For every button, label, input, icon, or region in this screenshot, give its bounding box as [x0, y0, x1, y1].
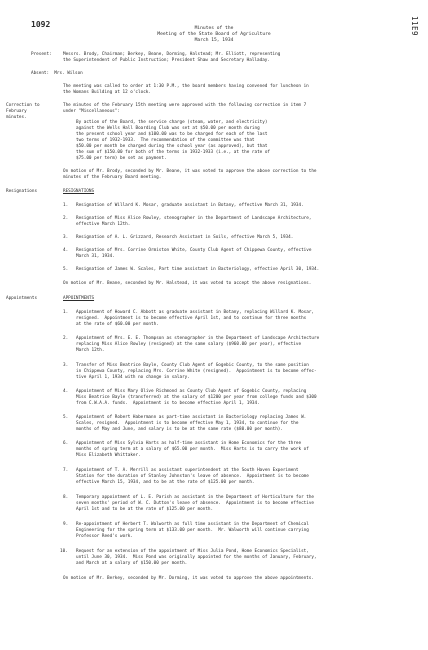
- resignation-4-line-2: March 31, 1934.: [76, 254, 115, 259]
- minutes-date: March 15, 1934: [194, 38, 234, 43]
- appointment-4-number: 4.: [63, 389, 69, 394]
- appointment-3-line-2: in Chippewa County, replacing Mrs. Corrine White (resigned). Appointment is to become effec-: [76, 369, 317, 374]
- minutes-subtitle: Meeting of the State Board of Agriculture: [157, 32, 271, 37]
- resignation-2-line-1: Resignation of Miss Alice Rowley, stenographer in the Department of Landscape Architecture,: [76, 216, 312, 221]
- appointment-9-line-2: Engineering for the spring term at $133.00 per month. Mr. Walworth will continue carrying: [76, 528, 309, 533]
- appointment-9-number: 9.: [63, 522, 69, 527]
- appointment-8-line-3: April 1st and to be at the rate of $125.00 per month.: [76, 507, 214, 512]
- appointment-4-line-2: Miss Beatrice Bayle (transferred) at the salary of $1200 per year from college funds and $300: [76, 395, 317, 400]
- present-label: Present:: [31, 52, 52, 57]
- resignation-2-line-2: effective March 12th.: [76, 222, 131, 227]
- appointment-6-line-3: Miss Elizabeth Whittaker.: [76, 453, 141, 458]
- appointment-5-number: 5.: [63, 415, 69, 420]
- appointment-9-line-1: Re-appointment of Herbert T. Walworth as full time assistant in the Department of Chemical: [76, 522, 309, 527]
- correction-body-1: By action of the Board, the service charge (steam, water, and electricity): [76, 120, 268, 125]
- appointment-10-line-3: and March at a salary of $150.00 per month.: [76, 561, 188, 566]
- appointment-5-line-1: Appointment of Robert Habermann as part-time assistant in Bacteriology replacing James W.: [76, 415, 307, 420]
- appointment-10-line-1: Request for an extension of the appointment of Miss Julia Pond, Home Economics Specialist,: [76, 549, 309, 554]
- appointment-7-line-1: Appointment of T. A. Merrill as assistant superintendent at the South Haven Experiment: [76, 468, 299, 473]
- resignation-1-line-1: Resignation of Willard K. Mosar, graduate assistant in Botany, effective March 31, 1934.: [76, 203, 304, 208]
- appointments-heading: APPOINTMENTS: [63, 296, 95, 301]
- called-to-order-line-1: The meeting was called to order at 1:30 P.M., the board members having convened for luncheon in: [63, 84, 309, 89]
- called-to-order-line-2: the Womans Building at 12 o'clock.: [63, 90, 151, 95]
- resignation-4-line-1: Resignation of Mrs. Corrine Ormiston White, County Club Agent of Chippewa County, effective: [76, 248, 312, 253]
- appointment-3-line-3: tive April 1, 1934 with no change in salary.: [76, 375, 190, 380]
- appointment-2-line-2: replacing Miss Alice Rowley (resigned) at the same salary ($960.00 per year), effective: [76, 342, 302, 347]
- absent-line: Absent: Mrs. Wilson: [31, 71, 83, 76]
- appointment-7-number: 7.: [63, 468, 69, 473]
- correction-body-4: two terms of 1932-1933. The recommendation of the committee was that: [76, 138, 255, 143]
- appointment-2-line-3: March 12th.: [76, 348, 105, 353]
- resignations-heading: RESIGNATIONS: [63, 189, 95, 194]
- correction-body-6: the sum of $150.00 for both of the terms in 1932-1933 (i.e., at the rate of: [76, 150, 271, 155]
- resignation-3-line-1: Resignation of A. L. Grizzard, Research Assistant in Soils, effective March 5, 1934.: [76, 235, 294, 240]
- margin-appointments: Appointments: [6, 296, 38, 301]
- correction-body-3: the present school year and $100.00 was to be charged for each of the last: [76, 132, 268, 137]
- appointment-2-number: 2.: [63, 336, 69, 341]
- correction-intro-2: under "Miscellaneous":: [63, 109, 120, 114]
- correction-intro-1: The minutes of the February 15th meeting were approved with the following correction in item 7: [63, 103, 307, 108]
- resignation-5-line-1: Resignation of James W. Scales, Part time assistant in Bacteriology, effective April 30, 1934.: [76, 267, 320, 272]
- appointment-6-line-1: Appointment of Miss Sylvia Harts as half-time assistant in Home Economics for the three: [76, 441, 302, 446]
- resignation-5-number: 5.: [63, 267, 69, 272]
- appointment-6-line-2: months of spring term at a salary of $65.00 per month. Miss Harts is to carry the work of: [76, 447, 309, 452]
- resignation-4-number: 4.: [63, 248, 69, 253]
- margin-resignations: Resignations: [6, 189, 38, 194]
- resignations-motion: On motion of Mr. Beane, seconded by Mr. Halstead, it was voted to accept the above resignations.: [63, 281, 312, 286]
- appointment-3-number: 3.: [63, 363, 69, 368]
- present-line-1: Messrs. Brody, Chairman; Berkey, Beane, Dorming, Halstead; Mr. Elliott, representing: [63, 52, 281, 57]
- appointment-5-line-3: months of May and June, and salary is to be at the same rate ($80.00 per month).: [76, 427, 283, 432]
- appointment-7-line-3: effective March 15, 1934, and to be at the rate of $125.00 per month.: [76, 480, 255, 485]
- appointment-8-number: 8.: [63, 495, 69, 500]
- appointment-10-number: 10.: [60, 549, 68, 554]
- appointment-1-number: 1.: [63, 310, 69, 315]
- correction-body-7: $75.00 per term) be set as payment.: [76, 156, 167, 161]
- appointment-9-line-3: Professor Reed's work.: [76, 534, 133, 539]
- appointment-1-line-1: Appointment of Howard C. Abbott as graduate assistant in Botany, replacing Willard K. Mosar,: [76, 310, 314, 315]
- appointment-4-line-1: Appointment of Miss Mary Olive Richmond as County Club Agent of Gogebic County, replacing: [76, 389, 307, 394]
- appointment-8-line-2: seven months' period of W. C. Dutton's leave of absence. Appointment is to become effective: [76, 501, 314, 506]
- minutes-title: Minutes of the: [194, 26, 234, 31]
- side-identifier: 11E9: [410, 16, 419, 37]
- appointment-4-line-3: from C.W.A.A. funds. Appointment is to become effective April 1, 1934.: [76, 401, 260, 406]
- appointment-1-line-3: at the rate of $60.00 per month.: [76, 322, 159, 327]
- appointment-10-line-2: until June 30, 1934. Miss Pond was originally appointed for the months of January, February,: [76, 555, 317, 560]
- appointment-1-line-2: resigned. Appointment is to become effective April 1st, and to continue for three months: [76, 316, 307, 321]
- margin-correction-1: Correction to: [6, 103, 40, 108]
- correction-body-2: against the Wells Hall Boarding Club was set at $50.00 per month during: [76, 126, 260, 131]
- resignation-1-number: 1.: [63, 203, 69, 208]
- margin-correction-2: February: [6, 109, 27, 114]
- resignation-2-number: 2.: [63, 216, 69, 221]
- appointment-3-line-1: Transfer of Miss Beatrice Bayle, County Club Agent of Gogebic County, to the same position: [76, 363, 309, 368]
- appointment-2-line-1: Appointment of Mrs. E. E. Thompson as stenographer in the Department of Landscape Architecture: [76, 336, 320, 341]
- appointments-motion: On motion of Mr. Berkey, seconded by Mr. Dorming, it was voted to approve the above appointments.: [63, 576, 314, 581]
- correction-body-5: $50.00 per month be charged during the school year (as approved), but that: [76, 144, 268, 149]
- correction-motion-1: On motion of Mr. Brody, seconded by Mr. Beane, it was voted to approve the above correction to the: [63, 169, 317, 174]
- appointment-7-line-2: Station for the duration of Stanley Johnston's leave of absence. Appointment is to become: [76, 474, 309, 479]
- appointment-8-line-1: Temporary appointment of L. E. Parish as assistant in the Department of Horticulture for the: [76, 495, 314, 500]
- appointment-5-line-2: Scales, resigned. Appointment is to become effective May 1, 1934, to continue for the: [76, 421, 299, 426]
- appointment-6-number: 6.: [63, 441, 69, 446]
- page-number: 1092: [31, 20, 51, 29]
- resignation-3-number: 3.: [63, 235, 69, 240]
- present-line-2: the Superintendent of Public Instruction; President Shaw and Secretary Halladay.: [63, 58, 270, 63]
- margin-correction-3: minutes.: [6, 115, 27, 120]
- correction-motion-2: minutes of the February Board meeting.: [63, 175, 162, 180]
